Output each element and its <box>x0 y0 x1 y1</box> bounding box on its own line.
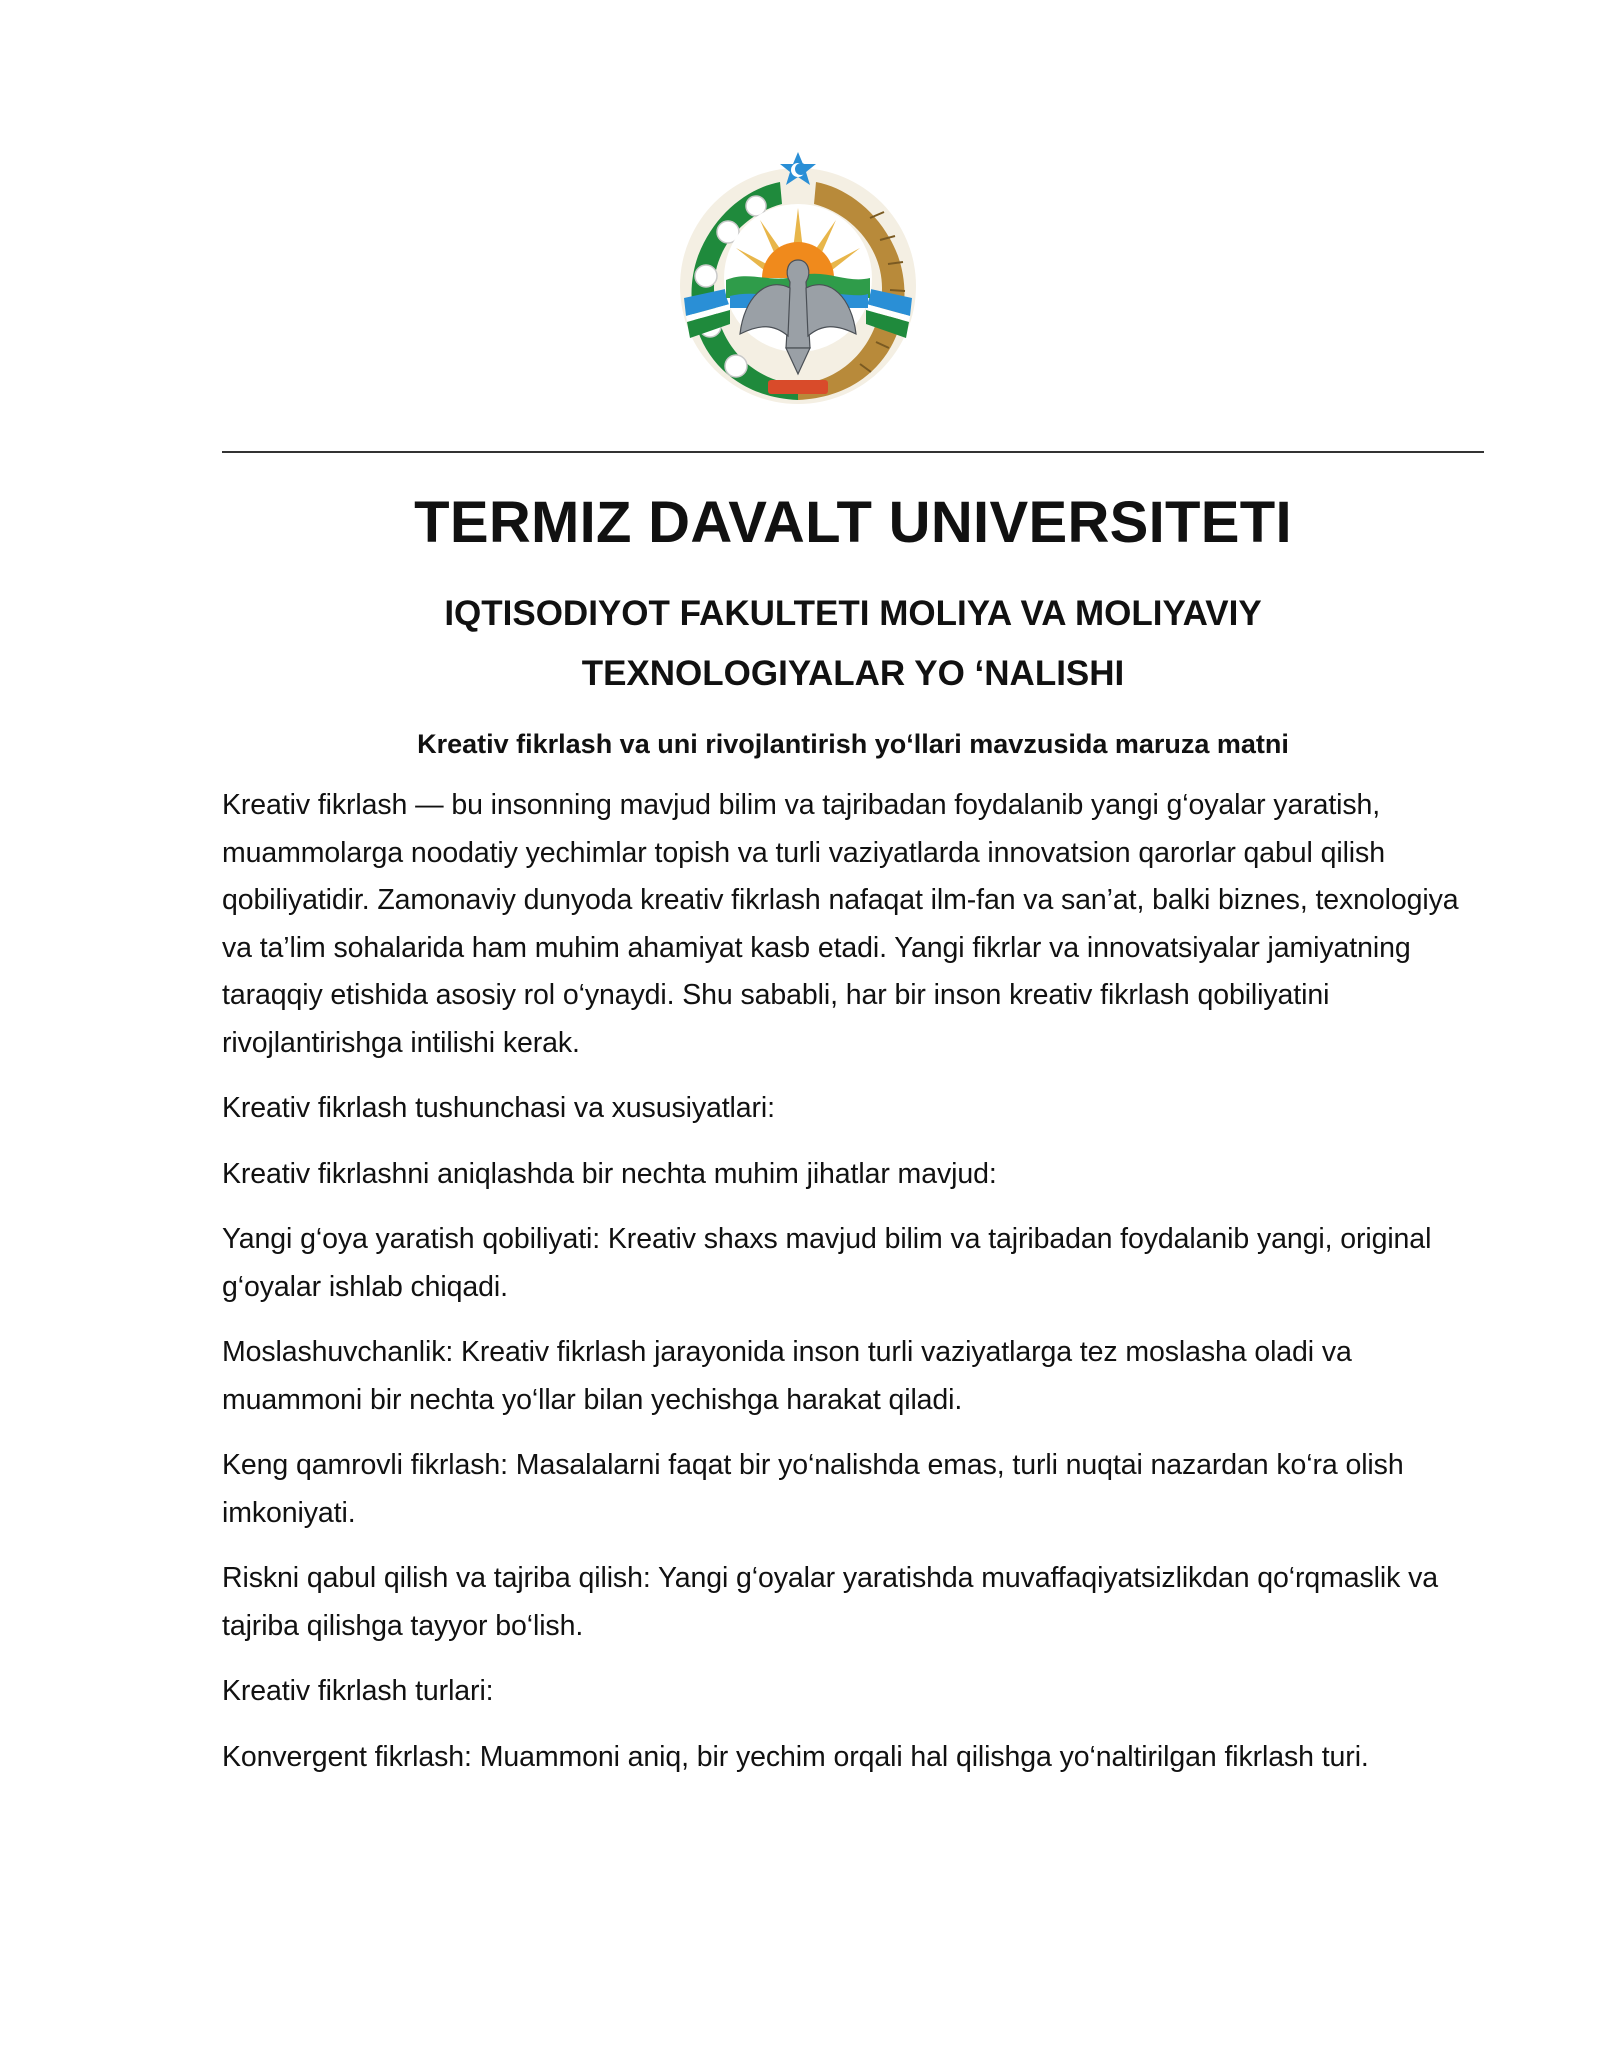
aspect-risk-taking: Riskni qabul qilish va tajriba qilish: Yangi g‘oyalar yaratishda muvaffaqiyatsizlikdan qo‘rqmaslik va tajriba qilishga tayyor bo‘lish. <box>222 1562 1439 1642</box>
lecture-topic: Kreativ fikrlash va uni rivojlantirish yo‘llari mavzusida maruza matni <box>417 729 1289 759</box>
concept-heading: Kreativ fikrlash tushunchasi va xususiyatlari: <box>222 1092 775 1124</box>
types-heading: Kreativ fikrlash turlari: <box>222 1675 494 1707</box>
university-title: TERMIZ DAVALT UNIVERSITETI <box>414 490 1292 555</box>
aspect-broad-thinking: Keng qamrovli fikrlash: Masalalarni faqat bir yo‘nalishda emas, turli nuqtai nazardan ko‘ra olish imkoniyati. <box>222 1449 1404 1529</box>
intro-paragraph: Kreativ fikrlash — bu insonning mavjud bilim va tajribadan foydalanib yangi g‘oyalar yaratish, muammolarga noodatiy yechimlar topish va turli vaziyatlarda innovatsion qarorlar qabul qilish qobiliyatidir. Zamonaviy dunyoda kreativ fikrlash nafaqat ilm-fan va san’at, balki biznes, texnologiya va ta’lim sohalarida ham muhim ahamiyat kasb etadi. Yangi fikrlar va innovatsiyalar jamiyatning taraqqiy etishida asosiy rol o‘ynaydi. Shu sababli, har bir inson kreativ fikrlash qobiliyatini rivojlantirishga intilishi kerak. <box>222 789 1459 1059</box>
faculty-subtitle: IQTISODIYOT FAKULTETI MOLIYA VA MOLIYAVIY TEXNOLOGIYALAR YO ‘NALISHI <box>444 594 1262 693</box>
document-body <box>222 478 1484 1781</box>
type-convergent: Konvergent fikrlash: Muammoni aniq, bir yechim orqali hal qilishga yo‘naltirilgan fikrlash turi. <box>222 1740 1369 1773</box>
aspects-intro: Kreativ fikrlashni aniqlashda bir nechta muhim jihatlar mavjud: <box>222 1157 997 1190</box>
header-divider <box>222 451 1484 453</box>
state-emblem-icon <box>670 148 926 410</box>
aspect-flexibility: Moslashuvchanlik: Kreativ fikrlash jarayonida inson turli vaziyatlarga tez moslasha oladi va muammoni bir nechta yo‘llar bilan yechishga harakat qiladi. <box>222 1336 1352 1416</box>
aspect-new-idea: Yangi g‘oya yaratish qobiliyati: Kreativ shaxs mavjud bilim va tajribadan foydalanib yangi, original g‘oyalar ishlab chiqadi. <box>222 1223 1432 1303</box>
